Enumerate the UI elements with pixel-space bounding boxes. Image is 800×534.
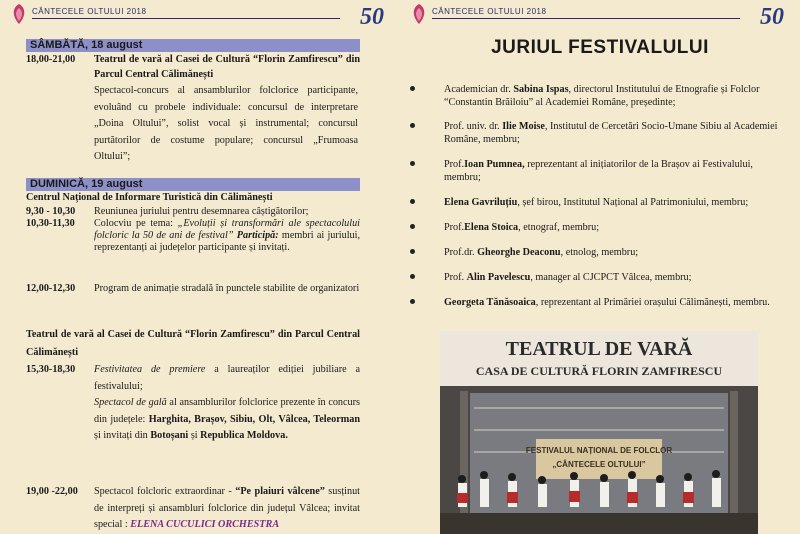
time-slot: 10,30-11,30	[26, 218, 75, 229]
banner-line-2: „CÂNTECELE OLTULUI”	[552, 460, 646, 469]
theatre-sign-subtitle: CASA DE CULTURĂ FLORIN ZAMFIRESCU	[475, 364, 723, 378]
jury-member: Prof. Alin Pavelescu, manager al CJCPCT Vâlcea, membru;	[444, 271, 784, 284]
bullet-icon	[410, 199, 415, 204]
bullet-icon	[410, 274, 415, 279]
event-description: Spectacol-concurs al ansamblurilor folclorice participante, evoluând cu probele individuale: concursul de interpretare „Doina Oltului”, solist vocal și instrumental; concursul purtătorilor de costume populare; concursul „Frumoasa Oltului”;	[94, 85, 358, 162]
jury-member: Prof.Ioan Pumnea, reprezentant al inițiatorilor de la Brașov ai Festivalului, membru;	[444, 158, 784, 184]
edition-number: 50	[360, 4, 384, 30]
theatre-photo	[440, 331, 758, 534]
time-slot: 9,30 - 10,30	[26, 206, 76, 217]
bullet-icon	[410, 299, 415, 304]
event-text: Reuniunea juriului pentru desemnarea câștigătorilor;	[94, 206, 309, 217]
jury-member: Georgeta Tănăsoaica, reprezentant al Primăriei orașului Călimănești, membru.	[444, 296, 784, 309]
page-header	[0, 0, 400, 30]
bullet-icon	[410, 86, 415, 91]
bullet-icon	[410, 224, 415, 229]
venue: Teatrul de vară al Casei de Cultură “Florin Zamfirescu” din Parcul Central Călimănești	[26, 329, 360, 358]
festival-title: CÂNTECELE OLTULUI 2018	[32, 7, 147, 16]
jury-title: JURIUL FESTIVALULUI	[491, 37, 709, 58]
venue: Teatrul de vară al Casei de Cultură “Florin Zamfirescu” din Parcul Central Călimănești	[94, 54, 360, 80]
bullet-icon	[410, 123, 415, 128]
extra-show-text: Spectacol folcloric extraordinar - “Pe plaiuri vâlcene” susținut de interpreți și ansambluri folclorice din județul Vâlcea; invitat special : ELENA CUCULICI ORCHESTRA	[94, 486, 360, 530]
edition-number: 50	[760, 4, 784, 30]
jury-member: Elena Gavriluțiu, șef birou, Institutul Național al Patrimoniului, membru;	[444, 196, 784, 209]
flower-logo-icon	[408, 2, 430, 26]
event-text: Program de animație stradală în punctele stabilite de organizatori	[94, 283, 360, 294]
time-slot: 15,30-18,30	[26, 364, 76, 375]
page-header	[400, 0, 800, 30]
jury-member: Prof.Elena Stoica, etnograf, membru;	[444, 221, 784, 234]
banner-line-1: FESTIVALUL NAȚIONAL DE FOLCLOR	[525, 446, 673, 455]
day-heading-sunday: DUMINICĂ, 19 august	[26, 178, 360, 191]
header-rule	[32, 18, 340, 19]
gala-text: Festivitatea de premiere a laureaților ediției jubiliare a festivalului; Spectacol de gală al ansamblurilor folclorice prezente în concurs din județele: Harghita, Brașov, Sibiu, Olt, Vâlcea, Teleorman și invitați din Botoșani și Republica Moldova.	[94, 364, 360, 441]
time-slot: 19,00 -22,00	[26, 486, 78, 497]
jury-member: Prof. univ. dr. Ilie Moise, Institutul de Cercetări Socio-Umane Sibiu al Academiei Române, membru;	[444, 120, 784, 146]
time-slot: 12,00-12,30	[26, 283, 76, 294]
jury-member: Academician dr. Sabina Ispas, directorul Institutului de Etnografie și Folclor “Constantin Brăiloiu” al Academiei Române, președinte;	[444, 83, 784, 109]
theatre-sign-title: TEATRUL DE VARĂ	[505, 338, 693, 360]
header-rule	[432, 18, 740, 19]
time-slot: 18,00-21,00	[26, 54, 76, 65]
bullet-icon	[410, 249, 415, 254]
bullet-icon	[410, 161, 415, 166]
colloquium-text: Colocviu pe tema: „Evoluții și transformări ale spectacolului folcloric la 50 de ani de festival” Participă: membri ai juriului, reprezentanți ai județelor participante și invitați.	[94, 218, 361, 253]
festival-title: CÂNTECELE OLTULUI 2018	[432, 7, 547, 16]
info-centre: Centrul Național de Informare Turistică din Călimănești	[26, 192, 273, 203]
flower-logo-icon	[8, 2, 30, 26]
day-heading-saturday: SÂMBĂTĂ, 18 august	[26, 39, 360, 52]
jury-member: Prof.dr. Gheorghe Deaconu, etnolog, membru;	[444, 246, 784, 259]
